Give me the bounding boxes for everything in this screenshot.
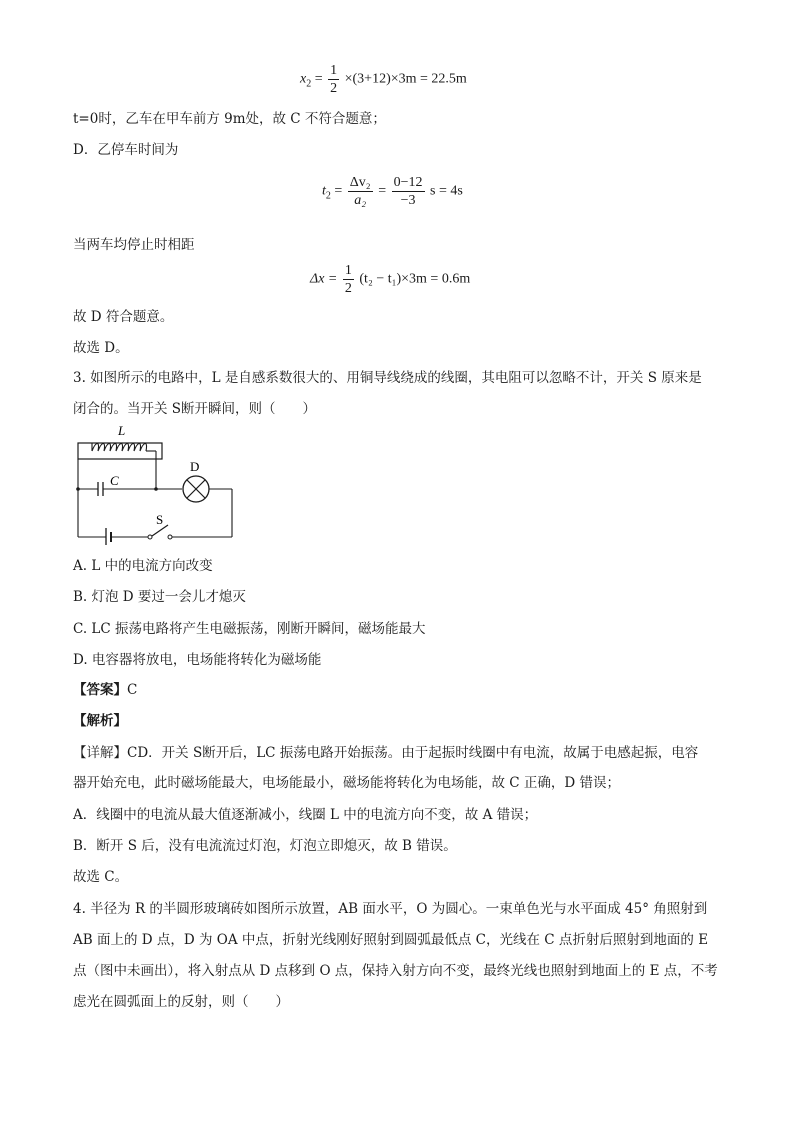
eq-x2-fraction	[328, 62, 339, 97]
q3-option-b: B. 灯泡 D 要过一会儿才熄灭	[73, 589, 246, 605]
q4-line3: 点（图中未画出），将入射点从 D 点移到 O 点，保持入射方向不变，最终光线也照射到地面上的 E 点，不考	[73, 963, 718, 979]
q4-line4: 虑光在圆弧面上的反射，则（ ）	[73, 994, 289, 1010]
eq-t2-lhs: t	[322, 183, 326, 199]
q3-detail-line2: 器开始充电，此时磁场能最大，电场能最小，磁场能将转化为电场能，故 C 正确，D 错误；	[73, 775, 621, 791]
q3-answer	[73, 680, 137, 700]
equation-x2: $x_2$ = $\frac{1}{2}$ ×(3+12)×3m = 22.5m	[300, 63, 467, 96]
eq-t2-lhs-sub: 2	[325, 190, 331, 202]
eq-x2-rest: ×(3+12)×3m = 22.5m	[344, 71, 467, 87]
q4-line2: AB 面上的 D 点，D 为 OA 中点，折射光线刚好照射到圆弧最低点 C，光线在 C 点折射后照射到地面的 E	[73, 932, 709, 948]
eq-dx-rest: (t₂ − t₁)×3m = 0.6m	[359, 271, 471, 287]
eq-dx-frac-num: 1	[344, 263, 352, 278]
q3-option-c: C. LC 振荡电路将产生电磁振荡，刚断开瞬间，磁场能最大	[73, 621, 426, 637]
eq-dx-fraction	[343, 262, 354, 297]
eq-t2-f2-den: −3	[392, 191, 425, 209]
eq-x2-frac-num: 1	[330, 63, 338, 78]
answer-value: C	[127, 682, 138, 698]
q4-line1: 4. 半径为 R 的半圆形玻璃砖如图所示放置，AB 面水平，O 为圆心。一束单色光与水平面成 45° 角照射到	[73, 901, 708, 917]
equation-dx	[310, 262, 470, 297]
q3-detail-line1: 【详解】CD．开关 S断开后，LC 振荡电路开始振荡。由于起振时线圈中有电流，故属于电感起振，电容	[73, 745, 699, 761]
eq-t2-f2-num: 0−12	[393, 175, 423, 190]
eq-t2-fraction-1	[348, 174, 373, 209]
q3-stem-line1: 3. 如图所示的电路中，L 是自感系数很大的、用铜导线绕成的线圈，其电阻可以忽略不计，开关 S 原来是	[73, 370, 702, 386]
para-t0: t=0时，乙车在甲车前方 9m处，故 C 不符合题意；	[73, 111, 386, 127]
q3-option-d: D. 电容器将放电，电场能将转化为磁场能	[73, 652, 322, 668]
q3-option-a: A. L 中的电流方向改变	[73, 558, 213, 574]
q3-detail-b: B．断开 S 后，没有电流流过灯泡，灯泡立即熄灭，故 B 错误。	[73, 838, 457, 854]
inductor-coil	[92, 444, 147, 452]
label-S: S	[156, 512, 164, 527]
eq-t2-fraction-2	[392, 174, 425, 209]
eq-t2-f1-num: Δv₂	[349, 175, 371, 190]
circuit-diagram	[70, 425, 250, 545]
q3-detail-a: A．线圈中的电流从最大值逐渐减小，线圈 L 中的电流方向不变，故 A 错误；	[73, 807, 538, 823]
q3-analysis-tag: 【解析】	[73, 713, 127, 729]
para-both-stop: 当两车均停止时相距	[73, 237, 195, 253]
answer-tag: 【答案】	[73, 682, 127, 698]
q3-stem-line2: 闭合的。当开关 S断开瞬间，则（ ）	[73, 401, 317, 417]
para-d-ok: 故 D 符合题意。	[73, 309, 174, 325]
label-L: L	[118, 425, 126, 438]
para-choose-d: 故选 D。	[73, 340, 129, 356]
q3-choose: 故选 C。	[73, 869, 129, 885]
equation-t2: $t_2$ = $\frac{\text{Δv₂}}{\text{a₂}}$ = $\frac{0-12}{-3}$ s = 4s	[322, 175, 463, 208]
eq-x2-frac-den: 2	[330, 81, 338, 96]
label-D: D	[190, 459, 200, 474]
eq-dx-frac-den: 2	[344, 281, 352, 296]
eq-t2-rest: s = 4s	[430, 183, 463, 199]
eq-t2-f1-den: a₂	[348, 191, 373, 209]
para-d-stop-time: D．乙停车时间为	[73, 142, 179, 158]
eq-dx-lhs: Δx =	[310, 271, 338, 287]
eq-x2-lhs-sub: 2	[306, 78, 312, 90]
label-C: C	[110, 473, 119, 488]
eq-x2-lhs: x	[300, 71, 307, 87]
